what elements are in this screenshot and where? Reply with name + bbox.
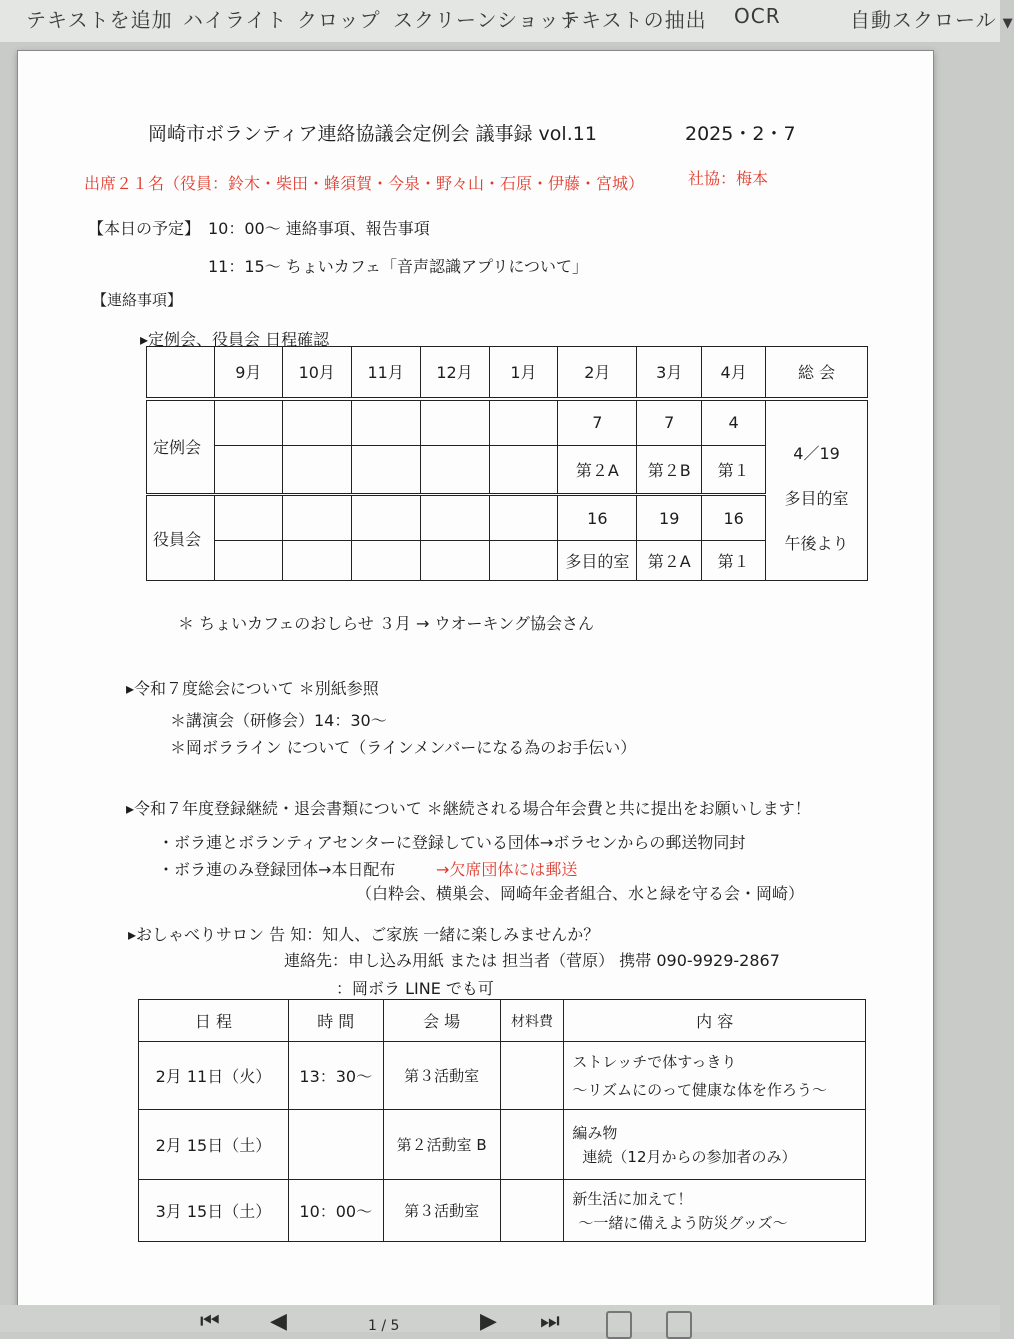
document-page bbox=[17, 50, 934, 1307]
soukai-item-1: ＊講演会（研修会）14：30～ bbox=[170, 711, 387, 730]
crop-button[interactable]: クロップ bbox=[297, 8, 381, 32]
table-cell: 第３活動室 bbox=[383, 1180, 500, 1242]
table-cell: 3月 15日（土） bbox=[139, 1180, 289, 1242]
table-cell: 16 bbox=[558, 495, 637, 541]
attendance-text: 出席２１名（役員：鈴木・柴田・蜂須賀・今泉・野々山・石原・伊藤・宮城） bbox=[84, 174, 645, 193]
touroku-item-3: （白粋会、横巣会、岡崎年金者組合、水と緑を守る会・岡崎） bbox=[356, 884, 805, 903]
table-cell: 第２A bbox=[558, 446, 637, 495]
auto-scroll-button[interactable] bbox=[850, 4, 1014, 33]
renraku-label: 【連絡事項】 bbox=[92, 291, 183, 309]
content-line: 編み物 bbox=[572, 1123, 618, 1142]
table-row bbox=[139, 1042, 866, 1110]
teireikai-label: 定例会 bbox=[147, 399, 215, 495]
table-header bbox=[147, 347, 215, 399]
document-date: 2025・2・7 bbox=[685, 123, 796, 145]
table-header: 会 場 bbox=[383, 1000, 500, 1042]
content-line: ストレッチで体すっきり bbox=[572, 1052, 737, 1071]
table-header: 時 間 bbox=[288, 1000, 383, 1042]
table-cell bbox=[500, 1180, 564, 1242]
bottom-navigation bbox=[0, 1305, 1000, 1332]
highlight-button[interactable]: ハイライト bbox=[183, 8, 288, 32]
salon-heading: ▸おしゃべりサロン 告 知：知人、ご家族 一緒に楽しみませんか？ bbox=[128, 925, 600, 944]
auto-scroll-label: 自動スクロール bbox=[850, 8, 997, 32]
table-cell: 13：30～ bbox=[288, 1042, 383, 1110]
schedule-table-caption: ▸定例会、役員会 日程確認 bbox=[140, 330, 330, 349]
table-header: 2月 bbox=[558, 347, 637, 399]
content-line: ～一緒に備えよう防災グッズ～ bbox=[578, 1213, 788, 1232]
salon-contact: 連絡先：申し込み用紙 または 担当者（菅原） 携帯 090-9929-2867 bbox=[284, 951, 780, 970]
table-cell bbox=[500, 1042, 564, 1110]
table-header: 1月 bbox=[489, 347, 558, 399]
soukai-heading: ▸令和７度総会について ＊別紙参照 bbox=[126, 679, 379, 698]
soukai-time: 午後より bbox=[784, 533, 849, 553]
cafe-note: ＊ ちょいカフェのおしらせ ３月 → ウオーキング協会さん bbox=[178, 614, 594, 633]
table-header: 12月 bbox=[420, 347, 489, 399]
table-cell: 多目的室 bbox=[558, 541, 637, 581]
salon-table bbox=[138, 999, 866, 1242]
page-view-icon[interactable] bbox=[666, 1311, 692, 1339]
content-line: ～リズムにのって健康な体を作ろう～ bbox=[572, 1080, 827, 1099]
table-row bbox=[139, 1180, 866, 1242]
schedule-item-2: 11：15～ ちょいカフェ「音声認識アプリについて」 bbox=[208, 257, 589, 276]
table-header: 日 程 bbox=[139, 1000, 289, 1042]
table-cell: 2月 15日（土） bbox=[139, 1110, 289, 1180]
schedule-item-1: 10：00～ 連絡事項、報告事項 bbox=[208, 219, 430, 238]
yakuinkai-label: 役員会 bbox=[147, 495, 215, 581]
first-page-icon[interactable]: ⏮ bbox=[200, 1309, 220, 1334]
table-header: 10月 bbox=[282, 347, 351, 399]
table-cell: 第２活動室 B bbox=[383, 1110, 500, 1180]
table-cell: 19 bbox=[637, 495, 702, 541]
soukai-date: 4／19 bbox=[793, 443, 840, 463]
content-cell bbox=[564, 1180, 866, 1242]
table-cell: 2月 11日（火） bbox=[139, 1042, 289, 1110]
next-page-icon[interactable]: ▶ bbox=[480, 1309, 497, 1334]
table-cell: 7 bbox=[637, 399, 702, 446]
touroku-item-2: ・ボラ連のみ登録団体→本日配布 bbox=[158, 860, 396, 879]
toolbar bbox=[0, 0, 1014, 43]
table-header: 総 会 bbox=[766, 347, 868, 399]
table-header: 11月 bbox=[351, 347, 420, 399]
soukai-item-2: ＊岡ボラライン について（ラインメンバーになる為のお手伝い） bbox=[170, 738, 637, 757]
touroku-item-2-red: →欠席団体には郵送 bbox=[436, 860, 578, 879]
table-header: 4月 bbox=[702, 347, 766, 399]
content-line: 連続（12月からの参加者のみ） bbox=[582, 1147, 797, 1166]
table-cell: 4 bbox=[702, 399, 766, 446]
last-page-icon[interactable]: ⏭ bbox=[540, 1309, 560, 1334]
table-cell: 第１ bbox=[702, 541, 766, 581]
screenshot-button[interactable]: スクリーンショット bbox=[393, 8, 581, 32]
document-title: 岡崎市ボランティア連絡協議会定例会 議事録 vol.11 bbox=[148, 123, 597, 145]
prev-page-icon[interactable]: ◀ bbox=[270, 1309, 287, 1334]
table-cell: 10：00～ bbox=[288, 1180, 383, 1242]
table-cell bbox=[288, 1110, 383, 1180]
schedule-table bbox=[146, 346, 868, 581]
content-line: 新生活に加えて！ bbox=[572, 1189, 693, 1208]
table-cell: 第１ bbox=[702, 446, 766, 495]
page-indicator[interactable]: 1 / 5 bbox=[368, 1318, 400, 1334]
content-cell bbox=[564, 1042, 866, 1110]
touroku-item-1: ・ボラ連とボランティアセンターに登録している団体→ボラセンからの郵送物同封 bbox=[158, 833, 746, 852]
table-cell bbox=[500, 1110, 564, 1180]
table-header: 3月 bbox=[637, 347, 702, 399]
ocr-button[interactable]: OCR bbox=[734, 4, 781, 28]
table-cell: 7 bbox=[558, 399, 637, 446]
table-cell: 第２A bbox=[637, 541, 702, 581]
chevron-down-icon: ▼ bbox=[1002, 16, 1014, 31]
table-cell: 第３活動室 bbox=[383, 1042, 500, 1110]
touroku-heading: ▸令和７年度登録継続・退会書類について ＊継続される場合年会費と共に提出をお願いします！ bbox=[126, 799, 811, 818]
shakyo-text: 社協：梅本 bbox=[688, 169, 769, 188]
table-header: 内 容 bbox=[564, 1000, 866, 1042]
table-row bbox=[139, 1110, 866, 1180]
extract-text-button[interactable]: テキストの抽出 bbox=[560, 8, 707, 32]
table-cell: 16 bbox=[702, 495, 766, 541]
schedule-label: 【本日の予定】 bbox=[88, 219, 201, 238]
content-cell bbox=[564, 1110, 866, 1180]
page-view-icon[interactable] bbox=[606, 1311, 632, 1339]
soukai-room: 多目的室 bbox=[784, 488, 849, 508]
table-header: 材料費 bbox=[500, 1000, 564, 1042]
salon-line: ：岡ボラ LINE でも可 bbox=[336, 979, 494, 998]
add-text-button[interactable]: テキストを追加 bbox=[26, 8, 173, 32]
soukai-cell bbox=[766, 399, 868, 581]
table-header: 9月 bbox=[214, 347, 282, 399]
table-cell: 第２B bbox=[637, 446, 702, 495]
